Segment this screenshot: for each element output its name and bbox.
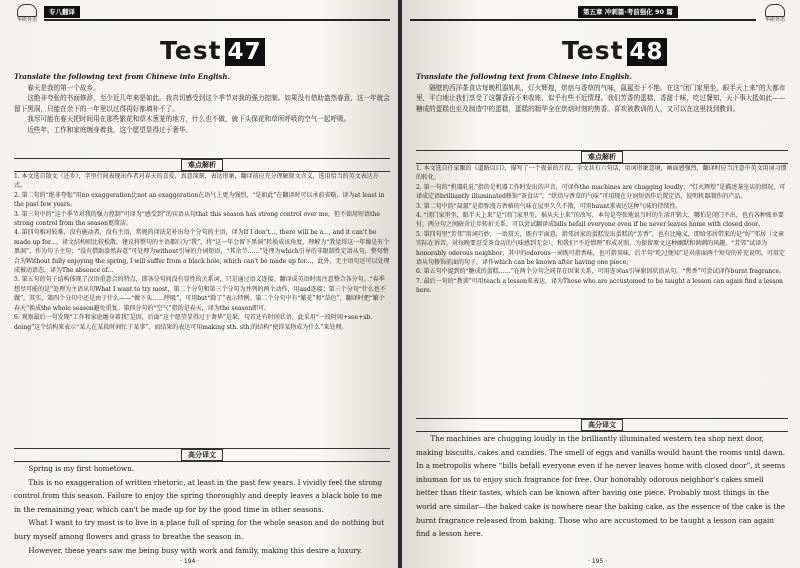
right-analysis-heading: 难点解析 (416, 150, 788, 164)
right-translation-paragraph: The machines are chugging loudly in the brilliantly illuminated western tea shop next door, making biscuits, cakes and candies. The smell of eggs and vanilla would haunt the rooms until dawn. In a metropolis where “bills befall everyone even if he never leaves home with closed door”, it seems inhuman for us to enjoy such fragrance for free. Our honorably odorous neighbor's cakes smell better than their tastes, which can be known after having one piece. Probably most things in the world are similar—the baked cake is nowhere near the baking cake, as the essence of the cake is the burnt fragrance released from baking. Those who are accustomed to be taught a lesson can again find a lesson here. (416, 434, 786, 539)
logo-mark-icon (765, 4, 785, 17)
left-translation-block (14, 462, 390, 557)
left-page-number: · 194 · (180, 558, 200, 565)
right-instruction: Translate the following text from Chinese into English. (416, 72, 632, 81)
left-analysis-list (14, 172, 390, 332)
right-source-paragraph: 隔壁的西洋茶食店每晚机器轧轧，灯火辉煌，烘焙与香草的气味，氤氲至于不绝。在这“闭门家里坐，眼半天上来”的大都市里，平白地让我们享受了这馨香而不来收账，似乎有些不近情理。我们芳香的蛋糕，香甜十味，吃过餐知，天下事大抵如此——糖成的蛋糕也至及制造中的蛋糕，蛋糕的精华全在烘焙时刻的焦香。喜欢被教训的人，又可以在这里找到教训。 (416, 83, 786, 113)
left-instruction: Translate the following text from Chinese into English. (14, 72, 230, 81)
right-translation-heading: 高分译文 (416, 418, 788, 432)
right-source-block (416, 72, 788, 114)
publisher-logo: 华研外语 (760, 4, 790, 28)
left-header-label: 专八翻译 (44, 6, 80, 18)
left-test-title: Test 47 (160, 36, 265, 66)
publisher-logo: 华研外语 (12, 4, 42, 28)
right-analysis-item: 7. 最后一句的“教训”可用teach a lesson来表达，译为Those who are accustomed to be taught a lesson can again find a lesson here. (416, 277, 783, 295)
left-analysis-item: 5. 第五句的句子结构体现了汉语重意合的特点，即各分句间没有显性的关系词，只是通过语义连接。翻译成英语时需注意整合各分句。“春季想尽可能的是”处理为主语从句What I want to try most，第二个分句和第三个分句为并列的两个动作，用and连接；第三个分句“什么也不做”。其实，第四个分句中还是由于什么——“做下头……呼吸”，可用but“除了”表示特例。第二个分句中有“繁花”和“草色”，翻译时把“繁个春天”换成the whole season避免重复。第四分句的“空气”指的是春天，译为the season即可。 (14, 276, 386, 312)
right-translation-block (416, 432, 788, 541)
left-translation-heading: 高分译文 (14, 448, 390, 462)
right-header-rule (410, 19, 756, 21)
right-analysis-item: 5. 第四句里“芳邻”用词巧妙，一语双关，既有字面意，指邻居家的蛋糕发出蛋糕的“芳香”，也有比喻义，即给邻居带来的是“好”邻居（文章实际在诉苦，对每晚要忍受茶食店的气味感到无奈），和我们“不近情理”形成对照，为保留原文这种幽默和讽刺的风趣，“芳邻”试译为honorably odorous neighbor，其中的odorous一词既可指香味，也可指臭味，后半句“吃过便知”是对前面两个短句的补充说明，可用定语从句修饰前面的句子，译作which can be known after having one piece。 (416, 230, 785, 267)
right-analysis-item: 3. 第二句中的“氤氲”是指弥漫方香椿的气味在屋里久久不散，可用haunt来表达这种气味的持续性。 (416, 202, 682, 210)
right-page-number: · 195 · (588, 558, 608, 565)
right-analysis-item: 1. 本文选自任家顺的《道路以目》，描写了一个夜景的片段。全文共有六句话，用词形象意境，画面感强烈，翻译时应当注意中英文用词习惯的转化。 (416, 165, 787, 182)
right-page (402, 0, 800, 568)
right-analysis-item: 6. 第五句中提到的“糖成的蛋糕……”在两个分句之间存在因果关系，可用连词as引导原因状语从句。“焦香”可尝试译作burnt fragrance。 (416, 268, 786, 276)
left-analysis-heading: 难点解析 (14, 158, 390, 172)
left-translation-p1: Spring is my first hometown. (28, 464, 134, 473)
left-header-rule (44, 19, 390, 21)
left-analysis-item: 6. 观察最后一句发现“工作和家庭缠身着我”是因，后面“这个愿望显得过于奢华”是果，句首还有时间状语，此采用“一段时间+see+sb. doing”这个结构来表示“某人在某段时间忙于某事”，而结果的表达可用making sth. sth.的结构“使得某物成为什么”来处理。 (14, 314, 373, 331)
left-translation-p4: However, these years saw me being busy with work and family, making this desire a luxury. (28, 545, 363, 555)
left-source-p2: 这绝非夸张的书面修辞，至少近几年来是如此。我真切感受到这个季节对我的强力控制。如果没有借助盎然春意，这一年就会留下黑洞，只能在余下的一年里以过得再好都填补不了。 (14, 94, 390, 113)
left-page (0, 0, 398, 568)
left-translation-p2: This is no exaggeration of written rhetoric, at least in the past few years. I vividly feel the strong control from this season. Failure to enjoy the spring thoroughly and deeply leaves a black hole to me in the remaining year, which can't be made up for by the good time in other seasons. (14, 477, 383, 514)
left-analysis-item: 3. 第三句中的“这个季节对我的强力控制”可译为“感受到”的宾语从句that this season has strong control over me，但不如用短语the strong control from the season更简洁。 (14, 210, 380, 228)
right-analysis-item: 2. 第一句的“机器轧轧”指的是机器工作时发出的声音，可译作the machines are chugging loudly，“灯火辉煌”是描述茶室店的情况，可译成定语brilliantly illuminated修饰“茶食店”，“烘焙与香草的气味”可用现在分词短语作后置定语，说明机器制作的产品。 (416, 183, 786, 201)
logo-mark-icon (17, 4, 37, 17)
left-analysis-item: 1. 本文选自散文（还乡），字里行间表现出作者对春天的喜爱，真意深刻，表达形象，翻译前应充分理解原文含义，选用恰当的英文表达方式。 (14, 173, 379, 190)
left-source-p4: 近些年，工作和家庭缠身着我，这个愿望显得过于奢华。 (27, 125, 193, 134)
left-analysis-item: 4. 第四句相对较难，没有施动者，没有主语，常规的译法是补出每个分句的主语，译为If I don't..., there will be a..., and it can't be made up for...，译文结构则比较松散。建议将整句的主语都归为“我”，将“这一年会留下黑洞”转换成该角度，理解为“我觉得这一年像是有个黑洞”，作为句子主句；“没有借助盎然春意”可处理为without引导的介词短语，“其余节……”处理为which引导的非限制性定语从句，整句整合为Without fully enjoying the spring, I will suffer from a black hole, which can't be made up for...，此外，无主语句还可以处理成被动语态，译为The absence of... (14, 229, 390, 275)
left-analysis-item: 2. 第二句的“绝非夸张”用no exaggeration比not an exaggeration在语气上更为强烈，“是如此”在翻译时可以承前省略，译为at least in the past few years。 (14, 191, 385, 209)
right-analysis-item: 4. “闭门家里坐，眼半天上来”是“闭门家里坐，祸从天上来”的改写，本句是夸张地说当时的生活开销大，哪怕是闭门不出，也有各种账单要付，两分句之间暗含让步转折关系，可以尝试翻译成bills befall everyone even if he never leaves home with closed door。 (416, 212, 784, 229)
right-test-number: 48 (627, 38, 667, 66)
left-source-block (14, 72, 390, 136)
right-test-title: Test 48 (562, 36, 667, 66)
left-source-p3: 我尽可能在春天把时间用在那些繁花和草木葱茏的地方，什么也不做，就下头保花和草所呼吸的空气一起呼吸。 (27, 115, 351, 124)
right-header-label: 第五章 冲刺篇·考前强化 90 篇 (578, 6, 678, 18)
right-analysis-list (416, 164, 788, 296)
left-source-p1: 春天是我的第一个故乡。 (27, 83, 100, 92)
left-translation-p3: What I want to try most is to live in a place full of spring for the whole season and do nothing but bury myself among flowers and grass to breathe the season in. (14, 518, 385, 541)
left-test-number: 47 (225, 38, 265, 66)
